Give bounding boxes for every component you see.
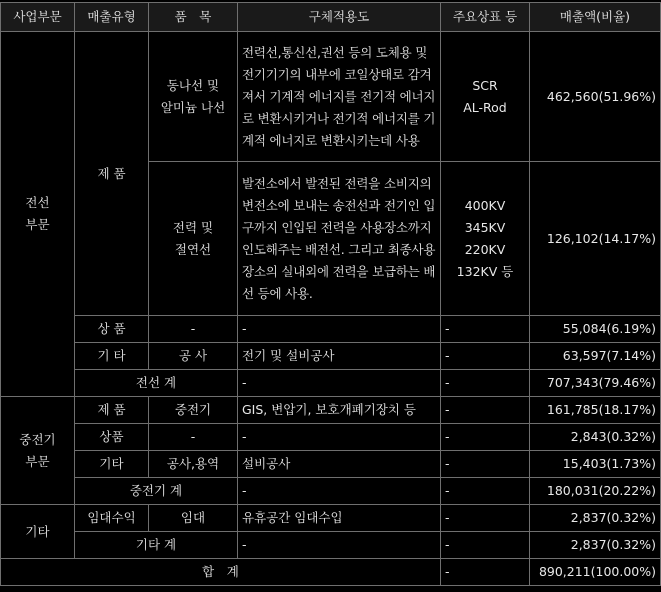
sales-cell: 462,560(51.96%) bbox=[530, 32, 661, 162]
division-cell-other: 기타 bbox=[1, 505, 75, 559]
table-row bbox=[1, 424, 661, 451]
item-cell: 동나선 및 알미늄 나선 bbox=[149, 32, 238, 162]
sales-cell: 2,843(0.32%) bbox=[530, 424, 661, 451]
brand-cell: - bbox=[441, 505, 530, 532]
type-cell: 상 품 bbox=[75, 316, 149, 343]
brand-cell: - bbox=[441, 343, 530, 370]
division-cell-wire: 전선 부문 bbox=[1, 32, 75, 397]
brand-cell: - bbox=[441, 478, 530, 505]
header-usage: 구체적용도 bbox=[238, 3, 441, 32]
usage-cell: 전기 및 설비공사 bbox=[238, 343, 441, 370]
item-cell: 임대 bbox=[149, 505, 238, 532]
item-cell: 공사,용역 bbox=[149, 451, 238, 478]
header-item: 품 목 bbox=[149, 3, 238, 32]
brand-cell: 400KV 345KV 220KV 132KV 등 bbox=[441, 162, 530, 316]
table-row bbox=[1, 316, 661, 343]
item-cell: 전력 및 절연선 bbox=[149, 162, 238, 316]
table-row bbox=[1, 32, 661, 162]
usage-cell: 유휴공간 임대수입 bbox=[238, 505, 441, 532]
sales-cell: 63,597(7.14%) bbox=[530, 343, 661, 370]
subtotal-row bbox=[1, 370, 661, 397]
subtotal-label: 중전기 계 bbox=[75, 478, 238, 505]
type-cell: 임대수익 bbox=[75, 505, 149, 532]
subtotal-row bbox=[1, 532, 661, 559]
usage-cell: - bbox=[238, 478, 441, 505]
type-cell: 기타 bbox=[75, 451, 149, 478]
type-cell: 제 품 bbox=[75, 397, 149, 424]
sales-cell: 126,102(14.17%) bbox=[530, 162, 661, 316]
table-row bbox=[1, 451, 661, 478]
brand-cell: - bbox=[441, 370, 530, 397]
table-row bbox=[1, 397, 661, 424]
sales-cell: 890,211(100.00%) bbox=[530, 559, 661, 586]
total-label: 합 계 bbox=[1, 559, 441, 586]
table-row bbox=[1, 505, 661, 532]
subtotal-row bbox=[1, 478, 661, 505]
type-cell: 기 타 bbox=[75, 343, 149, 370]
item-cell: 중전기 bbox=[149, 397, 238, 424]
sales-cell: 55,084(6.19%) bbox=[530, 316, 661, 343]
item-cell: 공 사 bbox=[149, 343, 238, 370]
table-row bbox=[1, 343, 661, 370]
subtotal-label: 전선 계 bbox=[75, 370, 238, 397]
item-cell: - bbox=[149, 424, 238, 451]
usage-cell: - bbox=[238, 370, 441, 397]
header-sales: 매출액(비율) bbox=[530, 3, 661, 32]
brand-cell: - bbox=[441, 559, 530, 586]
usage-cell: - bbox=[238, 532, 441, 559]
usage-cell: 발전소에서 발전된 전력을 소비지의 변전소에 보내는 송전선과 전기인 입구까지 인입된 전력을 사용장소까지 인도해주는 배전선. 그리고 최종사용 장소의 실내외에 전력을 보급하는 배선 등에 사용. bbox=[238, 162, 441, 316]
brand-cell: - bbox=[441, 397, 530, 424]
sales-cell: 180,031(20.22%) bbox=[530, 478, 661, 505]
usage-cell: - bbox=[238, 424, 441, 451]
sales-cell: 707,343(79.46%) bbox=[530, 370, 661, 397]
brand-cell: - bbox=[441, 451, 530, 478]
usage-cell: 전력선,통신선,권선 등의 도체용 및 전기기기의 내부에 코일상태로 감겨 져서 기계적 에너지를 전기적 에너지로 변환시키거나 전기적 에너지를 기계적 에너지로 변환시키는데 사용 bbox=[238, 32, 441, 162]
brand-cell: - bbox=[441, 424, 530, 451]
subtotal-label: 기타 계 bbox=[75, 532, 238, 559]
header-row bbox=[1, 3, 661, 32]
division-cell-heavy-electric: 중전기 부문 bbox=[1, 397, 75, 505]
sales-table bbox=[0, 2, 661, 586]
brand-cell: - bbox=[441, 316, 530, 343]
usage-cell: 설비공사 bbox=[238, 451, 441, 478]
sales-cell: 15,403(1.73%) bbox=[530, 451, 661, 478]
sales-cell: 2,837(0.32%) bbox=[530, 532, 661, 559]
type-cell: 상품 bbox=[75, 424, 149, 451]
type-cell: 제 품 bbox=[75, 32, 149, 316]
header-type: 매출유형 bbox=[75, 3, 149, 32]
brand-cell: SCR AL-Rod bbox=[441, 32, 530, 162]
header-division: 사업부문 bbox=[1, 3, 75, 32]
usage-cell: - bbox=[238, 316, 441, 343]
item-cell: - bbox=[149, 316, 238, 343]
header-brand: 주요상표 등 bbox=[441, 3, 530, 32]
total-row bbox=[1, 559, 661, 586]
sales-cell: 2,837(0.32%) bbox=[530, 505, 661, 532]
usage-cell: GIS, 변압기, 보호개폐기장치 등 bbox=[238, 397, 441, 424]
sales-cell: 161,785(18.17%) bbox=[530, 397, 661, 424]
brand-cell: - bbox=[441, 532, 530, 559]
